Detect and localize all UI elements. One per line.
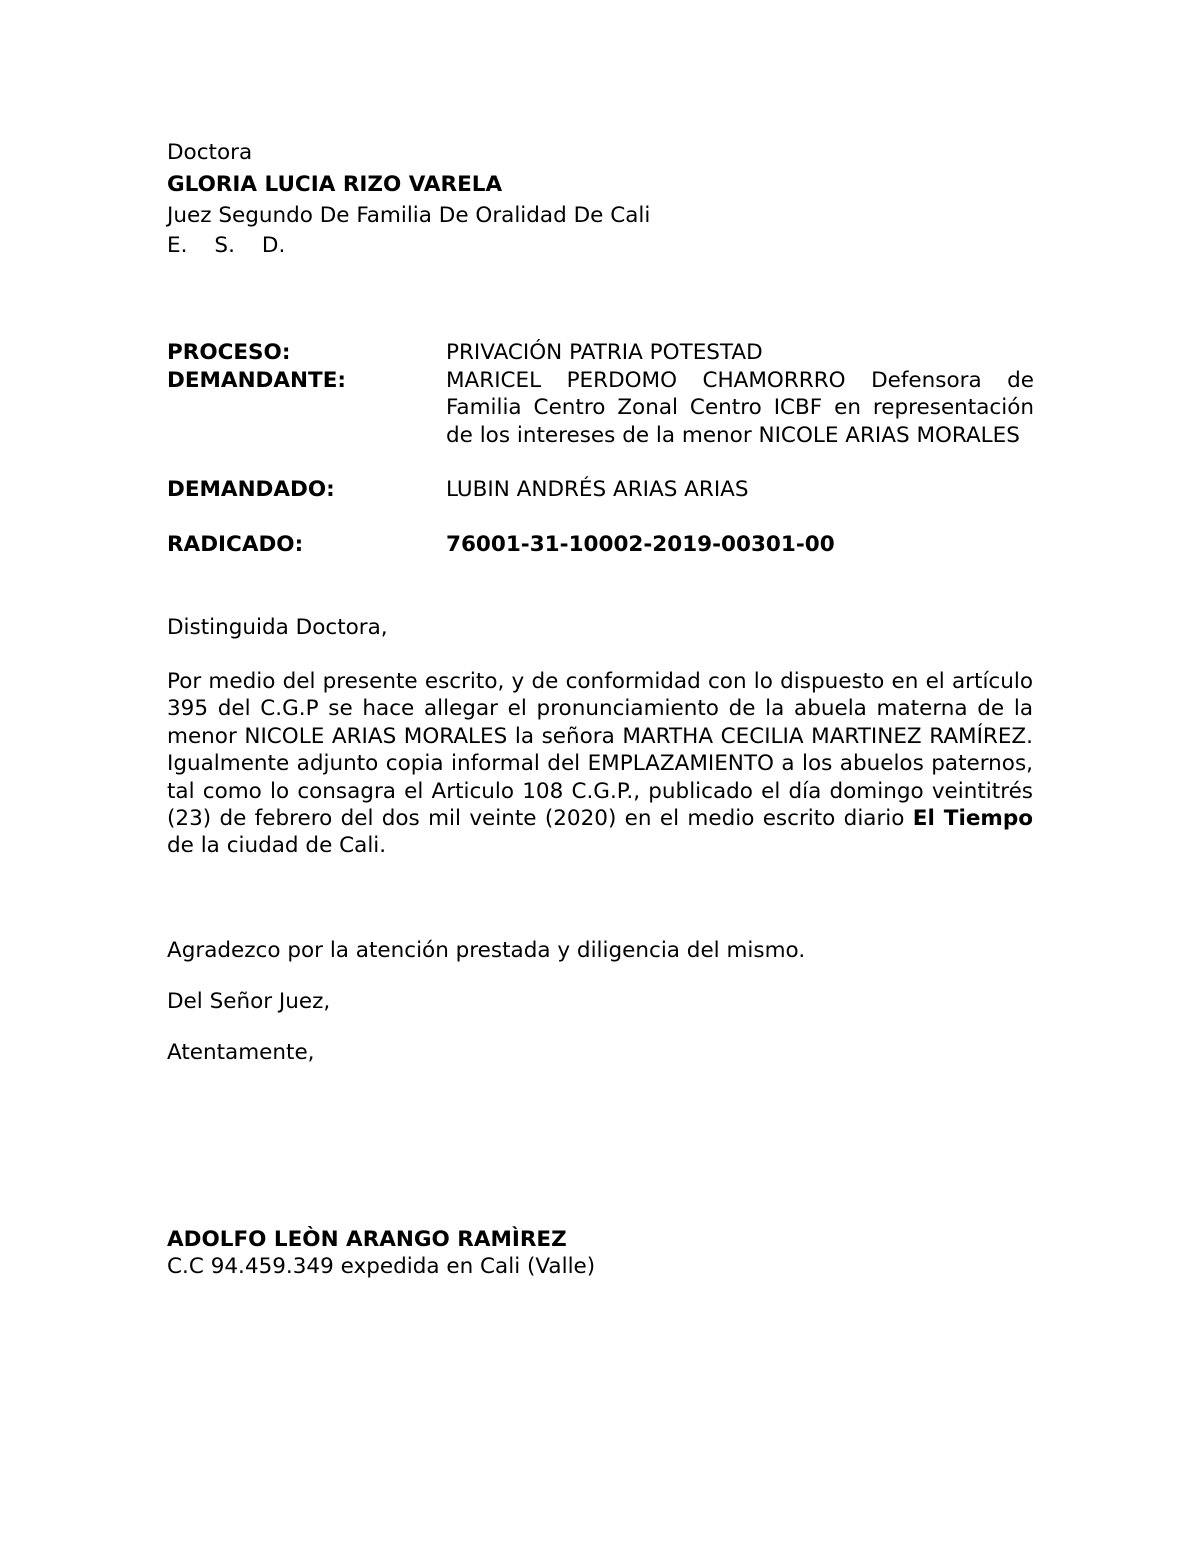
radicado-value: 76001-31-10002-2019-00301-00 <box>446 532 835 557</box>
greeting: Distinguida Doctora, <box>167 615 388 640</box>
judge-role: Juez Segundo De Familia De Oralidad De Cali <box>167 203 651 228</box>
esd-line <box>167 232 312 259</box>
demandado-value: LUBIN ANDRÉS ARIAS ARIAS <box>446 477 749 502</box>
demandante-value: MARICEL PERDOMO CHAMORRRO Defensora de Familia Centro Zonal Centro ICBF en representación de los intereses de la menor NICOLE ARIAS MORALES <box>446 368 1034 448</box>
main-paragraph-text-1: Por medio del presente escrito, y de conformidad con lo dispuesto en el artículo 395 del C.G.P se hace allegar el pronunciamiento de la abuela materna de la menor NICOLE ARIAS MORALES la señora MARTHA CECILIA MARTINEZ RAMÍREZ. Igualmente adjunto copia informal del EMPLAZAMIENTO a los abuelos paternos, tal como lo consagra el Articulo 108 C.G.P., publicado el día domingo veintitrés (23) de febrero del dos mil veinte (2020) en el medio escrito diario <box>167 669 1033 832</box>
newspaper-name: El Tiempo <box>912 806 1033 832</box>
demandante-label: DEMANDANTE: <box>167 368 346 393</box>
signatory-id: C.C 94.459.349 expedida en Cali (Valle) <box>167 1254 596 1279</box>
esd-s: S. <box>214 233 235 258</box>
proceso-value: PRIVACIÓN PATRIA POTESTAD <box>446 340 763 365</box>
closing-line-1: Del Señor Juez, <box>167 989 331 1014</box>
radicado-label: RADICADO: <box>167 532 304 557</box>
demandado-label: DEMANDADO: <box>167 477 335 502</box>
proceso-label: PROCESO: <box>167 340 291 365</box>
salutation-title: Doctora <box>167 140 253 165</box>
main-paragraph <box>167 668 1033 860</box>
esd-d: D. <box>261 233 286 258</box>
signatory-name: ADOLFO LEÒN ARANGO RAMÌREZ <box>167 1227 567 1252</box>
thanks-line: Agradezco por la atención prestada y diligencia del mismo. <box>167 938 806 963</box>
esd-e: E. <box>167 233 188 258</box>
judge-name: GLORIA LUCIA RIZO VARELA <box>167 172 503 197</box>
closing-line-2: Atentamente, <box>167 1040 315 1065</box>
main-paragraph-text-2: de la ciudad de Cali. <box>167 833 387 859</box>
